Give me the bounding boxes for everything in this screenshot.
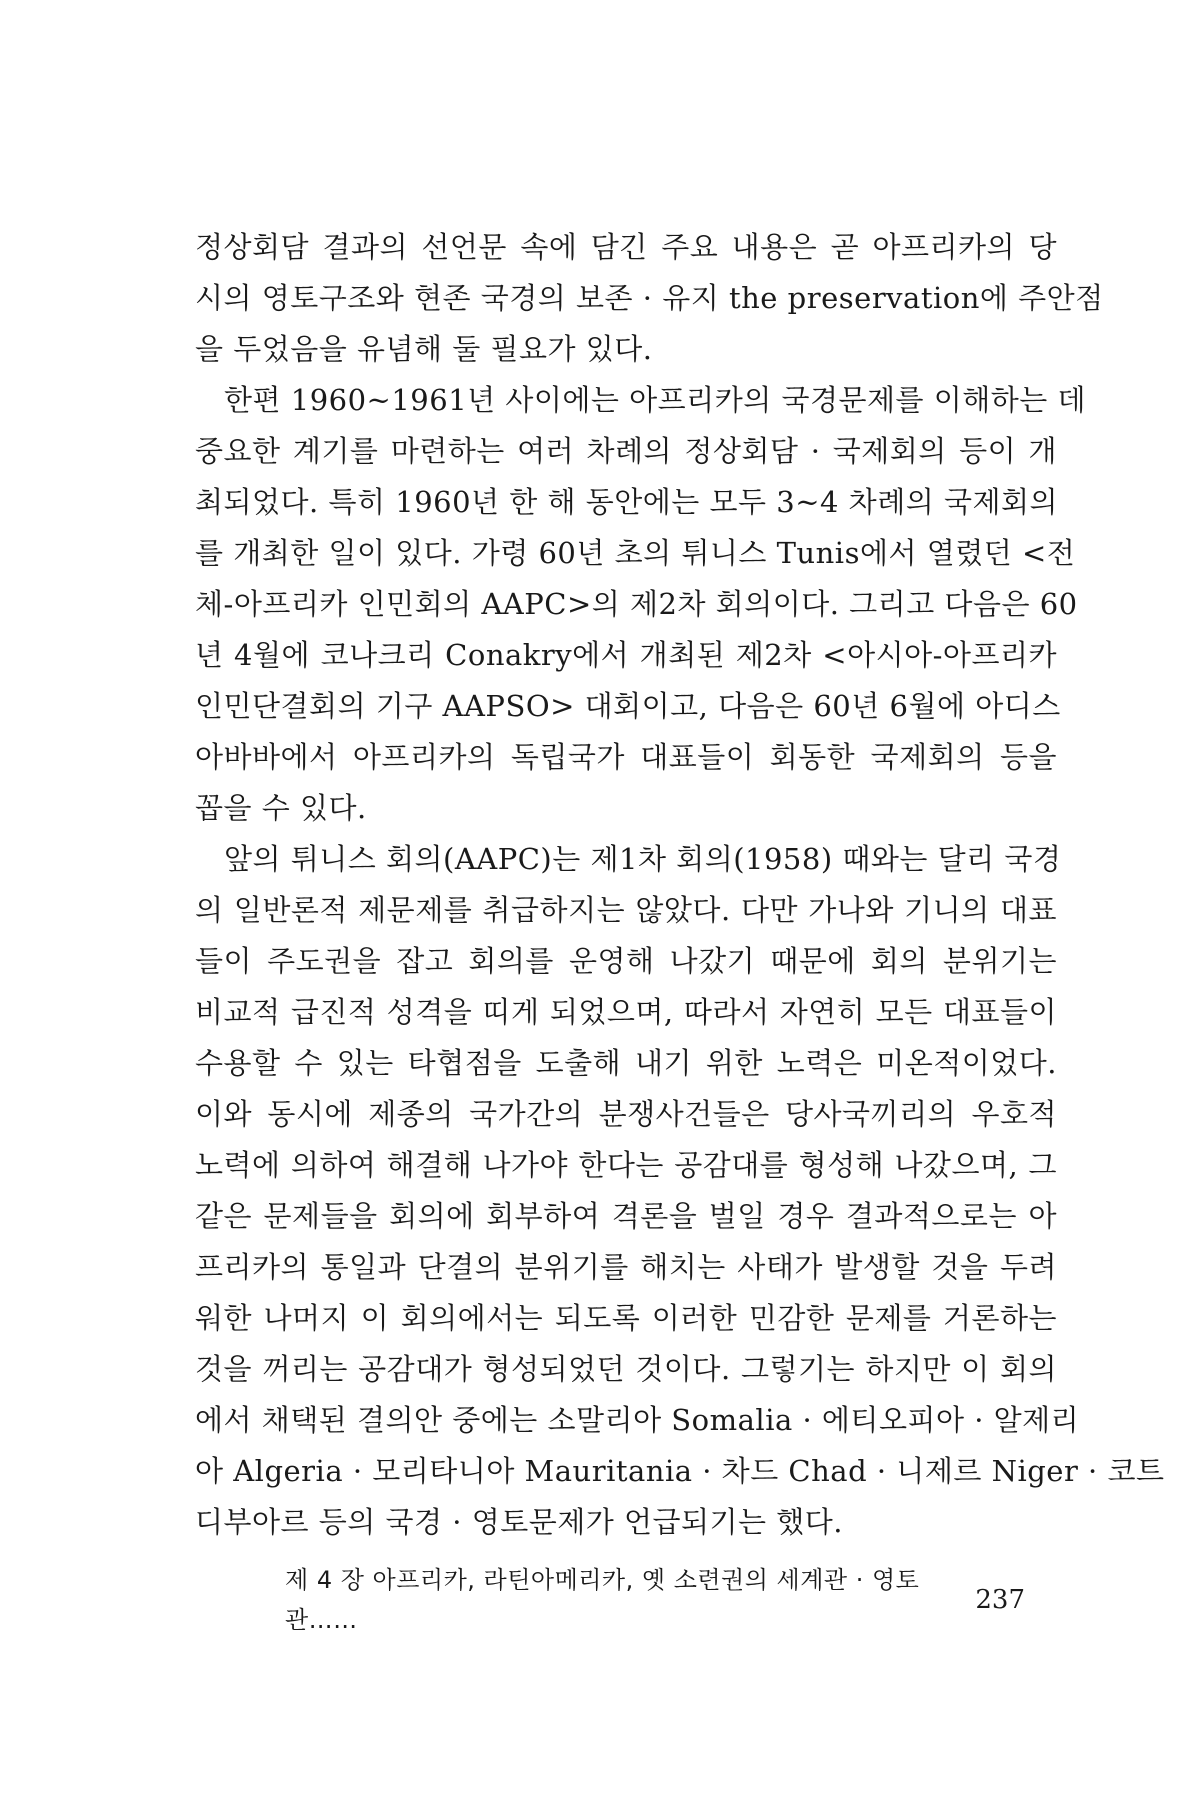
text-line: 아바바에서 아프리카의 독립국가 대표들이 회동한 국제회의 등을: [195, 740, 1057, 774]
text-line: 중요한 계기를 마련하는 여러 차례의 정상회담 · 국제회의 등이 개: [195, 434, 1057, 468]
text-line: 워한 나머지 이 회의에서는 되도록 이러한 민감한 문제를 거론하는: [195, 1301, 1057, 1335]
page-footer: [285, 1566, 1025, 1634]
text-line: 꼽을 수 있다.: [195, 791, 367, 825]
page-number: 237: [975, 1585, 1025, 1615]
text-line: 노력에 의하여 해결해 나가야 한다는 공감대를 형성해 나갔으며, 그: [195, 1148, 1057, 1182]
text-line: 이와 동시에 제종의 국가간의 분쟁사건들은 당사국끼리의 우호적: [195, 1097, 1057, 1131]
text-line: 를 개최한 일이 있다. 가령 60년 초의 튀니스 Tunis에서 열렸던 <전: [195, 536, 1076, 570]
text-line: 디부아르 등의 국경 · 영토문제가 언급되기는 했다.: [195, 1505, 844, 1539]
text-line: 같은 문제들을 회의에 회부하여 격론을 벌일 경우 결과적으로는 아: [195, 1199, 1057, 1233]
text-line: 최되었다. 특히 1960년 한 해 동안에는 모두 3~4 차례의 국제회의: [195, 485, 1058, 519]
text-line: 년 4월에 코나크리 Conakry에서 개최된 제2차 <아시아-아프리카: [195, 638, 1057, 672]
running-footer-chapter: 제 4 장 아프리카, 라틴아메리카, 옛 소련권의 세계관 · 영토관……: [285, 1566, 920, 1634]
text-line: 정상회담 결과의 선언문 속에 담긴 주요 내용은 곧 아프리카의 당: [195, 230, 1057, 264]
text-line: 프리카의 통일과 단결의 분위기를 해치는 사태가 발생할 것을 두려: [195, 1250, 1057, 1284]
text-line: 들이 주도권을 잡고 회의를 운영해 나갔기 때문에 회의 분위기는: [195, 944, 1057, 978]
body-text: [195, 222, 1165, 1548]
text-line: 수용할 수 있는 타협점을 도출해 내기 위한 노력은 미온적이었다.: [195, 1046, 1057, 1080]
text-line: 의 일반론적 제문제를 취급하지는 않았다. 다만 가나와 기니의 대표: [195, 893, 1057, 927]
text-line: 것을 꺼리는 공감대가 형성되었던 것이다. 그렇기는 하지만 이 회의: [195, 1352, 1057, 1386]
text-line: 한편 1960~1961년 사이에는 아프리카의 국경문제를 이해하는 데: [224, 383, 1087, 417]
text-line: 을 두었음을 유념해 둘 필요가 있다.: [195, 332, 653, 366]
text-line: 인민단결회의 기구 AAPSO> 대회이고, 다음은 60년 6월에 아디스: [195, 689, 1061, 723]
text-line: 앞의 튀니스 회의(AAPC)는 제1차 회의(1958) 때와는 달리 국경: [224, 842, 1062, 876]
text-line: 에서 채택된 결의안 중에는 소말리아 Somalia · 에티오피아 · 알제리: [195, 1403, 1080, 1437]
text-line: 체-아프리카 인민회의 AAPC>의 제2차 회의이다. 그리고 다음은 60: [195, 587, 1078, 621]
text-line: 시의 영토구조와 현존 국경의 보존 · 유지 the preservation에 주안점: [195, 281, 1104, 315]
text-line: 아 Algeria · 모리타니아 Mauritania · 차드 Chad · 니제르 Niger · 코트: [195, 1454, 1165, 1488]
text-line: 비교적 급진적 성격을 띠게 되었으며, 따라서 자연히 모든 대표들이: [195, 995, 1057, 1029]
